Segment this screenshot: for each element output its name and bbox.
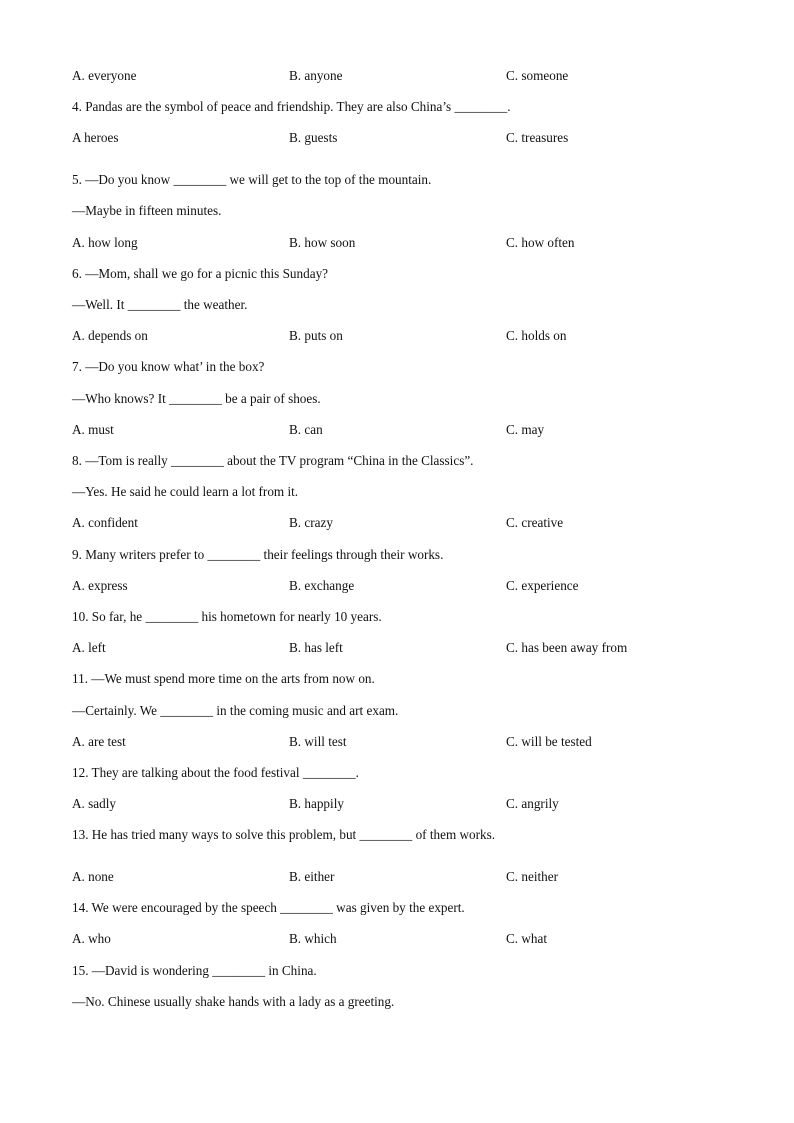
question-3-options bbox=[72, 68, 752, 84]
question-11-options bbox=[72, 734, 752, 750]
question-4-options bbox=[72, 130, 752, 146]
option-a[interactable]: A. everyone bbox=[72, 68, 137, 83]
option-a[interactable]: A. who bbox=[72, 931, 111, 946]
option-a[interactable]: A heroes bbox=[72, 130, 119, 145]
question-12-stem: 12. They are talking about the food festival ________. bbox=[72, 765, 359, 780]
question-10-stem: 10. So far, he ________ his hometown for nearly 10 years. bbox=[72, 609, 382, 624]
question-8-stem: 8. —Tom is really ________ about the TV program “China in the Classics”. bbox=[72, 453, 474, 468]
question-5-stem: 5. —Do you know ________ we will get to the top of the mountain. bbox=[72, 172, 432, 187]
option-c[interactable]: C. how often bbox=[506, 235, 575, 250]
option-b[interactable]: B. guests bbox=[289, 130, 338, 145]
option-a[interactable]: A. none bbox=[72, 869, 114, 884]
option-b[interactable]: B. will test bbox=[289, 734, 347, 749]
option-c[interactable]: C. what bbox=[506, 931, 548, 946]
option-b[interactable]: B. puts on bbox=[289, 328, 343, 343]
question-9-options bbox=[72, 578, 752, 594]
question-6-stem: 6. —Mom, shall we go for a picnic this Sunday? bbox=[72, 266, 329, 281]
option-a[interactable]: A. express bbox=[72, 578, 128, 593]
question-13-options bbox=[72, 869, 752, 885]
option-b[interactable]: B. crazy bbox=[289, 515, 333, 530]
question-15-reply: —No. Chinese usually shake hands with a lady as a greeting. bbox=[72, 994, 395, 1009]
question-5-options bbox=[72, 235, 752, 251]
option-c[interactable]: C. someone bbox=[506, 68, 569, 83]
option-c[interactable]: C. may bbox=[506, 422, 545, 437]
option-a[interactable]: A. are test bbox=[72, 734, 126, 749]
question-10-options bbox=[72, 640, 752, 656]
option-b[interactable]: B. how soon bbox=[289, 235, 356, 250]
question-8-reply: —Yes. He said he could learn a lot from it. bbox=[72, 484, 299, 499]
question-12-options bbox=[72, 796, 752, 812]
question-5-reply: —Maybe in fifteen minutes. bbox=[72, 203, 222, 218]
question-6-options bbox=[72, 328, 752, 344]
question-11-reply: —Certainly. We ________ in the coming music and art exam. bbox=[72, 703, 399, 718]
option-a[interactable]: A. confident bbox=[72, 515, 138, 530]
option-c[interactable]: C. has been away from bbox=[506, 640, 628, 655]
option-b[interactable]: B. exchange bbox=[289, 578, 355, 593]
question-7-reply: —Who knows? It ________ be a pair of shoes. bbox=[72, 391, 321, 406]
option-b[interactable]: B. which bbox=[289, 931, 337, 946]
option-c[interactable]: C. experience bbox=[506, 578, 579, 593]
option-a[interactable]: A. how long bbox=[72, 235, 138, 250]
question-15-stem: 15. —David is wondering ________ in China. bbox=[72, 963, 317, 978]
option-c[interactable]: C. creative bbox=[506, 515, 564, 530]
option-c[interactable]: C. holds on bbox=[506, 328, 567, 343]
question-8-options bbox=[72, 515, 752, 531]
question-7-stem: 7. —Do you know what’ in the box? bbox=[72, 359, 265, 374]
option-c[interactable]: C. angrily bbox=[506, 796, 559, 811]
option-b[interactable]: B. happily bbox=[289, 796, 344, 811]
option-c[interactable]: C. will be tested bbox=[506, 734, 592, 749]
option-a[interactable]: A. sadly bbox=[72, 796, 116, 811]
question-7-options bbox=[72, 422, 752, 438]
question-6-reply: —Well. It ________ the weather. bbox=[72, 297, 248, 312]
question-11-stem: 11. —We must spend more time on the arts from now on. bbox=[72, 671, 375, 686]
question-14-options bbox=[72, 931, 752, 947]
option-a[interactable]: A. must bbox=[72, 422, 114, 437]
question-4-stem: 4. Pandas are the symbol of peace and friendship. They are also China’s ________. bbox=[72, 99, 511, 114]
option-b[interactable]: B. anyone bbox=[289, 68, 343, 83]
question-14-stem: 14. We were encouraged by the speech ________ was given by the expert. bbox=[72, 900, 465, 915]
question-13-stem: 13. He has tried many ways to solve this problem, but ________ of them works. bbox=[72, 827, 496, 842]
option-a[interactable]: A. depends on bbox=[72, 328, 148, 343]
option-b[interactable]: B. either bbox=[289, 869, 335, 884]
option-b[interactable]: B. can bbox=[289, 422, 323, 437]
option-a[interactable]: A. left bbox=[72, 640, 106, 655]
question-9-stem: 9. Many writers prefer to ________ their feelings through their works. bbox=[72, 547, 444, 562]
option-c[interactable]: C. treasures bbox=[506, 130, 569, 145]
option-c[interactable]: C. neither bbox=[506, 869, 559, 884]
option-b[interactable]: B. has left bbox=[289, 640, 343, 655]
